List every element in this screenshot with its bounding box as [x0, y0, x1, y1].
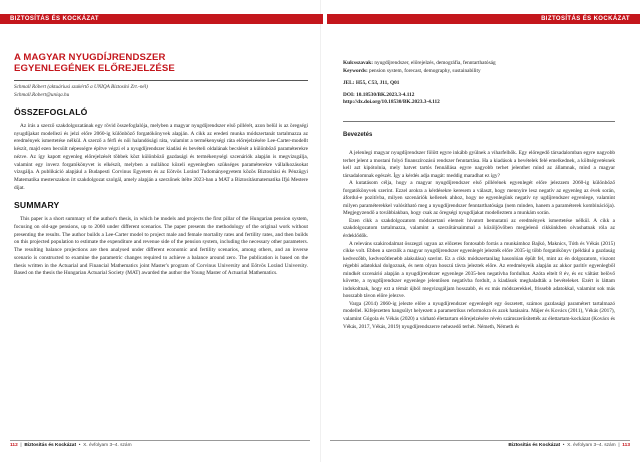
abstract-heading: ÖSSZEFOGLALÓ	[14, 107, 88, 117]
issue-left: X. évfolyam 3–4. szám	[83, 443, 132, 448]
left-page	[14, 40, 308, 278]
page-gutter	[320, 0, 321, 462]
footer-left: 112 | Biztosítás és Kockázat • X. évfolyam 3–4. szám	[10, 443, 132, 448]
footer-right: Biztosítás és Kockázat • X. évfolyam 3–4. szám | 113	[508, 443, 630, 448]
author-affiliation: Schmall Róbert (aktuáriusi szakértő a UNIQA Biztosító Zrt.-nél)	[14, 84, 148, 90]
footer-rule-left	[10, 440, 310, 441]
intro-body	[343, 150, 615, 331]
author-email: Schmall.Robert@uniqa.hu	[14, 91, 70, 98]
keywords-hu-value: nyugdíjrendszer, előrejelzés, demográfia, fenntarthatóság	[374, 60, 496, 66]
keywords-en-label: Keywords:	[343, 67, 368, 74]
intro-paragraph-1: A jelenlegi magyar nyugdíjrendszer fölött egyre inkább gyülnek a viharfelhők. Egy elöregedő társadalomban egyre nagyobb terhet jelent a mostani folyó finanszírozású rendszer fenntartása. Ha a kiadások a bevételek felé emelkednek, a költségvetésnek kell azt kipótolnia, mely hatvet tartós fennállása egyre nagyobb terhet jelenthet mind az államnak, mind a magyar társadalomnak egészét. Így a kérdés adja magát: meddig maradhat ez így?	[343, 149, 615, 179]
issue-right: X. évfolyam 3–4. szám	[567, 443, 616, 448]
doi-link[interactable]: http://dx.doi.org/10.18530/BK.2023.3-4.112	[343, 99, 440, 106]
title-line-2: EGYENLEGÉNEK ELŐREJELZÉSE	[14, 63, 175, 74]
section-label-right: BIZTOSÍTÁS ÉS KOCKÁZAT	[541, 16, 630, 22]
keywords-block	[343, 60, 615, 107]
jel-label: JEL:	[343, 80, 355, 87]
intro-paragraph-3: Ezen cikk a szakdolgozatom módszertani elemeit hivatott bemutatni az eredmények ismertetése nélkül. A cikk a szakdolgozatom tartalmazza, valamint a szerzőtársaimmal a közöljövőben megjelenő cikkünkben olvashatnak róla az érdeklődők.	[343, 217, 615, 239]
jel-value: H55, C53, J11, Q01	[355, 80, 400, 87]
page-number-left: 112	[10, 443, 18, 448]
keywords-hu	[343, 60, 615, 68]
section-header-right	[327, 14, 640, 24]
intro-paragraph-2: A kutatásom célja, hogy a magyar nyugdíjrendszer első pillérének egyenlegét előre jelezzem 2060-ig különböző forgatókönyvek szerint. Ezzel arokra a kérdésekre keresem a választ, hogy mennyire lesz negatív az egyenleg az évek során, áfordul-e pozitívba, milyen szcenáriók kellenek ahhoz, hogy ne egyenlegünk negatív ny ugdíjrendszer egyenlege, valamint milyen paraméterekkel valósítható meg a nyugdíjrendszer fenntarthatósága (nem minden, hanem a paraméterek kombinációja). Megjegyzendő a továbbiakban, hogy csak az öregségi nyugdíjakat modelleztem a munkám során.	[343, 180, 615, 217]
title-divider	[14, 80, 308, 81]
intro-paragraph-4: A releváns szakirodalmat összegzi ugyan az előzetes fontosabb forrás a munkámhoz Bajkó, Maknics, Tóth és Vékás (2015) cikke volt. Ebben a szerzők a magyar nyugdíjrendszer egyenlegét jelezték előre 2035-ig több forgatókönyv (például a gazdaság kedvezőbb, kedvezőtlenebb alakulása) szerint. Ez a cikk módszertanilag hasonlóan épült fel, mint az én dolgozatom, viszont régebbi adatokkal dolgoznak, és nem olyan hosszú távra jeleztek előre. Az eredményeik alapján az akkor paritív egyenlegből mindkét szcenárió alapján a nyugdíjrendszer egyenlege 2035-ben negatívba fordulhat. Azóta eltelt 8 év, és ez váltást belövő követte, a nyugdíjrendszer egyenlege jelentősen negatívba fordult, a kiadások meghaladták a bevételeket. Ezért is láttam indokoltnak, hogy ezt a témát újból megvizsgáljam hosszabb, és ez más módszerekkel, frissebb adatokkal, valamint sok más hosszabb távon előre jelezve.	[343, 240, 615, 300]
page-number-right: 113	[622, 443, 630, 448]
journal-name-left: Biztosítás és Kockázat	[24, 443, 77, 448]
article-title	[14, 52, 308, 74]
footer-rule-right	[330, 440, 630, 441]
keywords-hu-label: Kulcsszavak:	[343, 60, 374, 66]
jel-codes	[343, 80, 615, 88]
summary-text: This paper is a short summary of the author's thesis, in which he models and projects the first pillar of the Hungarian pension system, focusing on old-age pensions, up to 2060 under different scenarios. The paper presents the methodology of the original work without presenting the results. The author builds a Lee-Carter model to project male and female mortality rates and fertility rates, and then builds on this projected population to estimate the expenditure and revenue side of the pension system, including the necessary other parameters. The resulting balance projections are then analysed under different economic and fertility scenarios, among others, and an inverse scenario is constructed to examine the parametric changes required to achieve a balance around zero. The publication is based on the thesis written in the Actuarial and Financial Mathematics joint Master's program of Corvinus University and Eötvös Loránd University. Based on the thesis the Hungarian Actuarial Society (MAT) awarded the author the Young Master of Actuarial Mathematics.	[14, 216, 308, 277]
journal-name-right: Biztosítás és Kockázat	[508, 443, 561, 448]
doi-line	[343, 92, 615, 100]
doi-block	[343, 92, 615, 107]
keywords-en-value: pension system, forecast, demography, sustainability	[369, 67, 481, 74]
title-line-1: A MAGYAR NYUGDÍJRENDSZER	[14, 52, 166, 63]
doi-label: DOI:	[343, 91, 355, 98]
abstract-text: Az írás a szerző szakdolgozatának egy rövid összefoglalója, melyben a magyar nyugdíjrendszer első pillérét, azon belül is az öregségi nyugdíjakat modellezi és jelzi előre 2060-ig különböző forgatókönyvek alapján. A cikk az eredeti munka módszertanát tartalmazza az eredmények ismertetése nélkül. A szerző a férfi és női halandósági ráta, valamint a termékenységi ráta előrejelzésére Lee-Carter-modellt készít, majd ezen becsült népességre építve végzi el a nyugdíjrendszer kiadási és bevételi oldalának becslését a különböző paraméterekre nézve. Az így kapott egyenleg előrejelzését többek közt különböző gazdasági és termékenységi szcenáriók alapján is megvizsgálja, valamint egy inverz forgatókönyvet is elkészít, melyben a nullához közeli egyenlegben szükséges paraméterekre vállalkozásokat vizsgálja. A publikáció alapjául a Budapesti Corvinus Egyetem és az Eötvös Loránd Tudományegyetem közös Biztosítási és Pénzügyi Matematika mesterszakon írt szakdolgozat szolgál, amely alapján a szerzőnek ítélte 2023-ban a MAT a Biztosításmatematika Ifjú Mestere díjat.	[14, 123, 308, 191]
doi-value: 10.18530/BK.2023.3-4.112	[356, 91, 415, 98]
keywords-en	[343, 68, 615, 76]
intro-heading: Bevezetés	[343, 131, 373, 138]
section-label-left: BIZTOSÍTÁS ÉS KOCKÁZAT	[10, 16, 99, 22]
section-header-left	[0, 14, 323, 24]
right-page	[343, 40, 615, 331]
summary-heading: SUMMARY	[14, 200, 60, 211]
intro-paragraph-5: Varga (2014) 2060-ig jelezte előre a nyugdíjrendszer egyenlegét egy összetett, számos gazdasági paramétert tartalmazó modellel. Kifejezetten hangsúlyt helyezett a parametrikus reformokra és azok hatásaira. Májer és Kovács (2011), Vékás (2017), valamint Gógola és Vékás (2020) a várható élettartam előrejelzésére révén számszerűsítették az élettartam-kockázat (Kovács és Vékás, 2017, Vékás, 2019) nyugdíjrendszerre nehezedő terhét. Németh, Németh és	[343, 300, 615, 330]
intro-divider	[343, 121, 615, 122]
